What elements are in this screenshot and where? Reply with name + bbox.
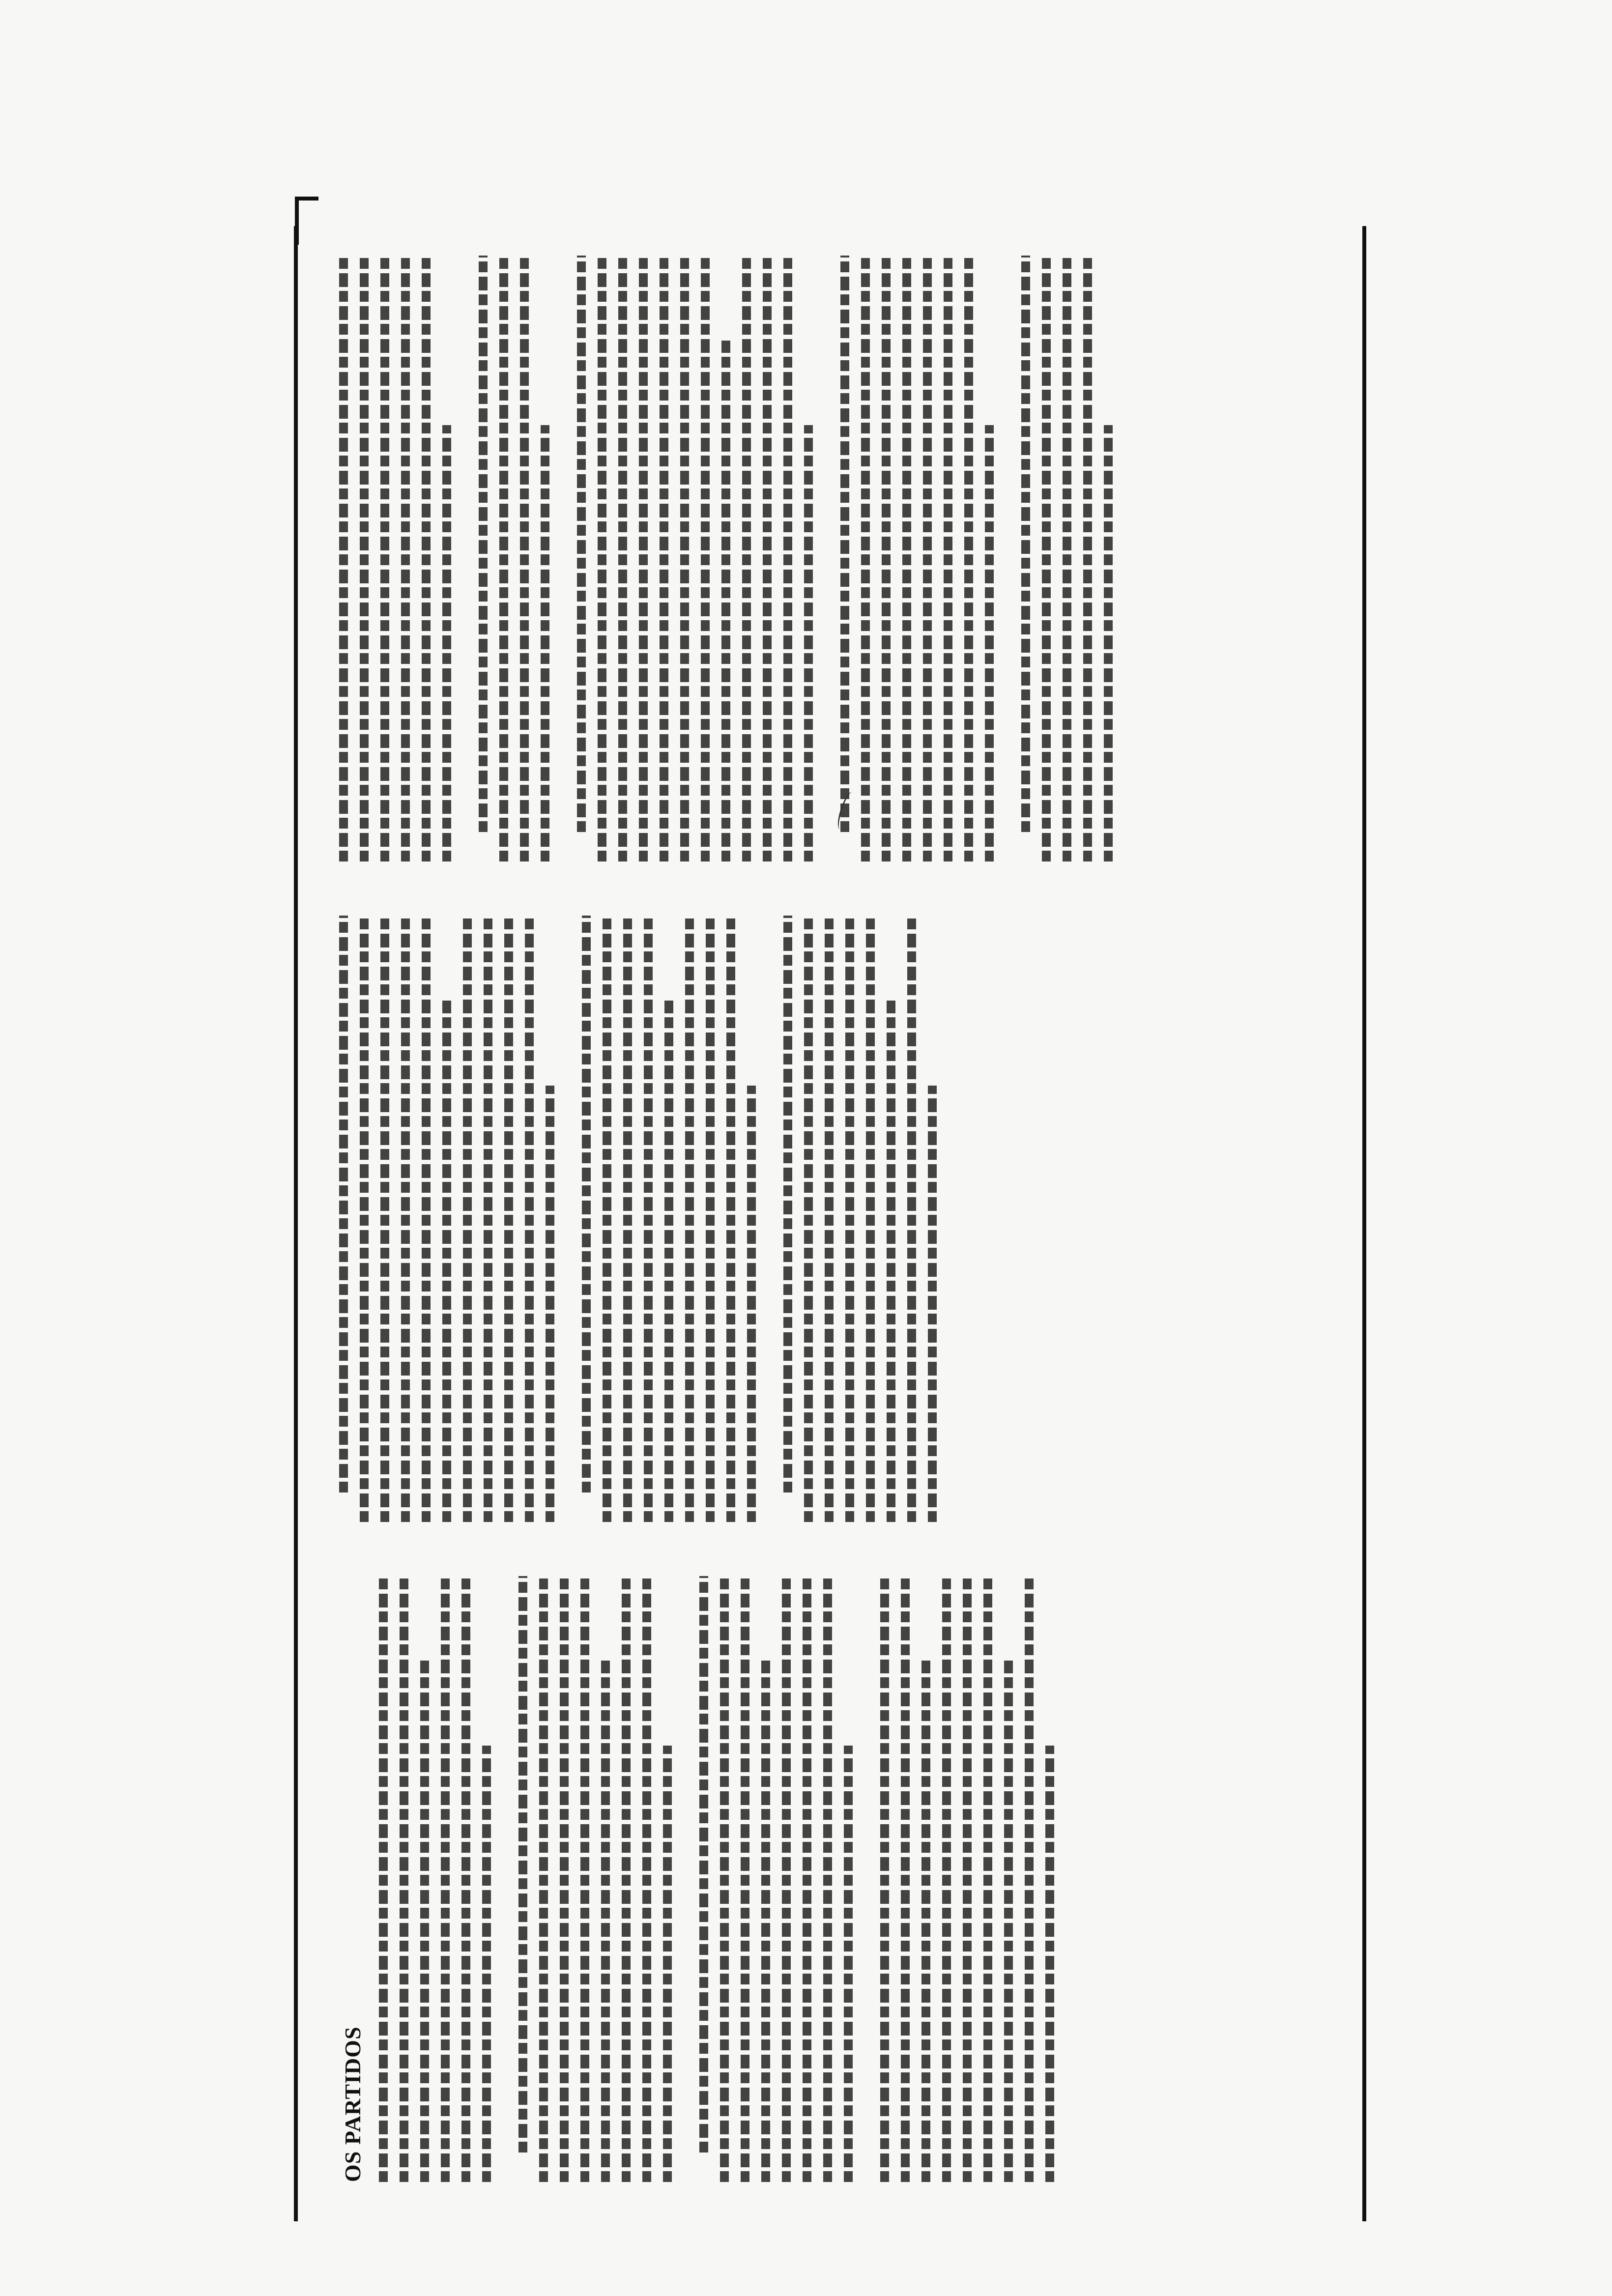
text-line <box>1004 1661 1013 2182</box>
text-line <box>902 256 911 861</box>
text-line <box>680 256 689 861</box>
document-spread <box>275 167 1386 2221</box>
text-line <box>580 1576 589 2182</box>
text-line <box>639 256 648 861</box>
text-line <box>741 1576 749 2182</box>
corner-rule-marker <box>295 197 318 245</box>
text-line <box>804 916 813 1521</box>
paragraph-placeholder <box>479 256 549 861</box>
text-line <box>742 256 751 861</box>
text-line <box>804 425 813 861</box>
paragraph-placeholder <box>582 916 756 1521</box>
text-line <box>442 425 451 861</box>
text-line <box>642 1576 651 2182</box>
text-line <box>660 256 668 861</box>
text-line <box>880 1576 889 2182</box>
text-line <box>823 1576 832 2182</box>
text-line <box>901 1576 910 2182</box>
text-line <box>861 256 870 861</box>
text-line <box>577 256 586 832</box>
text-line <box>882 256 891 861</box>
text-line <box>964 256 973 861</box>
text-line <box>482 1746 491 2182</box>
text-line <box>461 1576 470 2182</box>
text-line <box>360 916 369 1521</box>
rotated-page-content <box>275 0 1612 2182</box>
text-line <box>845 916 854 1521</box>
text-line <box>782 1576 791 2182</box>
text-line <box>783 916 792 1492</box>
text-line <box>1104 425 1113 861</box>
text-line <box>721 341 730 862</box>
paragraph-placeholder <box>699 1576 853 2182</box>
text-line <box>598 256 606 861</box>
text-line <box>546 1086 554 1522</box>
text-line <box>887 1001 895 1522</box>
text-line <box>983 1576 992 2182</box>
text-line <box>380 256 389 861</box>
bottom-rule <box>1362 226 1366 2221</box>
text-line <box>726 916 735 1521</box>
text-line <box>921 1661 930 2182</box>
text-line <box>644 916 653 1521</box>
text-line <box>685 916 694 1521</box>
text-line <box>422 916 431 1521</box>
text-line <box>582 916 591 1492</box>
paragraph-placeholder <box>1021 256 1113 861</box>
text-line <box>618 256 627 861</box>
text-line <box>499 256 508 861</box>
text-line <box>441 1576 450 2182</box>
paragraph-placeholder <box>379 1576 491 2182</box>
text-line <box>747 1086 756 1522</box>
text-line <box>339 256 348 861</box>
text-line <box>380 916 389 1521</box>
paragraph-placeholder <box>783 916 937 1521</box>
text-line <box>560 1576 569 2182</box>
text-line <box>928 1086 937 1522</box>
text-line <box>401 256 410 861</box>
text-line <box>603 916 611 1521</box>
text-line <box>866 916 875 1521</box>
text-line <box>1045 1746 1054 2182</box>
text-line <box>379 1576 388 2182</box>
text-line <box>400 1576 408 2182</box>
text-line <box>518 1576 527 2152</box>
text-line <box>907 916 916 1521</box>
text-line <box>420 1661 429 2182</box>
text-line <box>339 916 348 1492</box>
text-line <box>803 1576 811 2182</box>
text-line <box>706 916 715 1521</box>
text-line <box>985 425 994 861</box>
paragraph-placeholder <box>840 256 994 861</box>
text-line <box>763 256 772 861</box>
paragraph-placeholder <box>339 256 451 861</box>
paragraph-placeholder <box>577 256 813 861</box>
text-line <box>840 256 849 832</box>
text-line <box>944 256 952 861</box>
text-line <box>601 1661 610 2182</box>
article-column-left <box>339 1576 1322 2182</box>
text-line <box>622 1576 631 2182</box>
top-rule <box>294 226 298 2221</box>
text-line <box>504 916 513 1521</box>
article-column-middle <box>339 916 1322 1521</box>
text-line <box>923 256 932 861</box>
text-line <box>442 1001 451 1522</box>
text-line <box>539 1576 548 2182</box>
text-line <box>479 256 488 832</box>
text-line <box>525 916 534 1521</box>
paragraph-placeholder <box>339 916 554 1521</box>
paragraph-placeholder <box>518 1576 672 2182</box>
article-columns <box>339 256 1322 2182</box>
text-line <box>963 1576 972 2182</box>
text-line <box>401 916 410 1521</box>
text-line <box>520 256 529 861</box>
text-line <box>1025 1576 1034 2182</box>
text-line <box>1083 256 1092 861</box>
text-line <box>783 256 792 861</box>
text-line <box>623 916 632 1521</box>
text-line <box>663 1746 672 2182</box>
text-line <box>720 1576 729 2182</box>
text-line <box>664 1001 673 1522</box>
article-headline: OS PARTIDOS <box>340 2026 365 2182</box>
text-line <box>1021 256 1030 832</box>
text-line <box>1063 256 1071 861</box>
paragraph-placeholder <box>880 1576 1054 2182</box>
text-line <box>699 1576 708 2152</box>
article-column-right <box>339 256 1322 861</box>
text-line <box>360 256 369 861</box>
text-line <box>844 1746 853 2182</box>
text-line <box>701 256 710 861</box>
text-line <box>825 916 834 1521</box>
text-line <box>463 916 472 1521</box>
text-line <box>761 1661 770 2182</box>
text-line <box>541 425 549 861</box>
text-line <box>484 916 492 1521</box>
text-line <box>1042 256 1051 861</box>
text-line <box>942 1576 951 2182</box>
text-line <box>422 256 431 861</box>
